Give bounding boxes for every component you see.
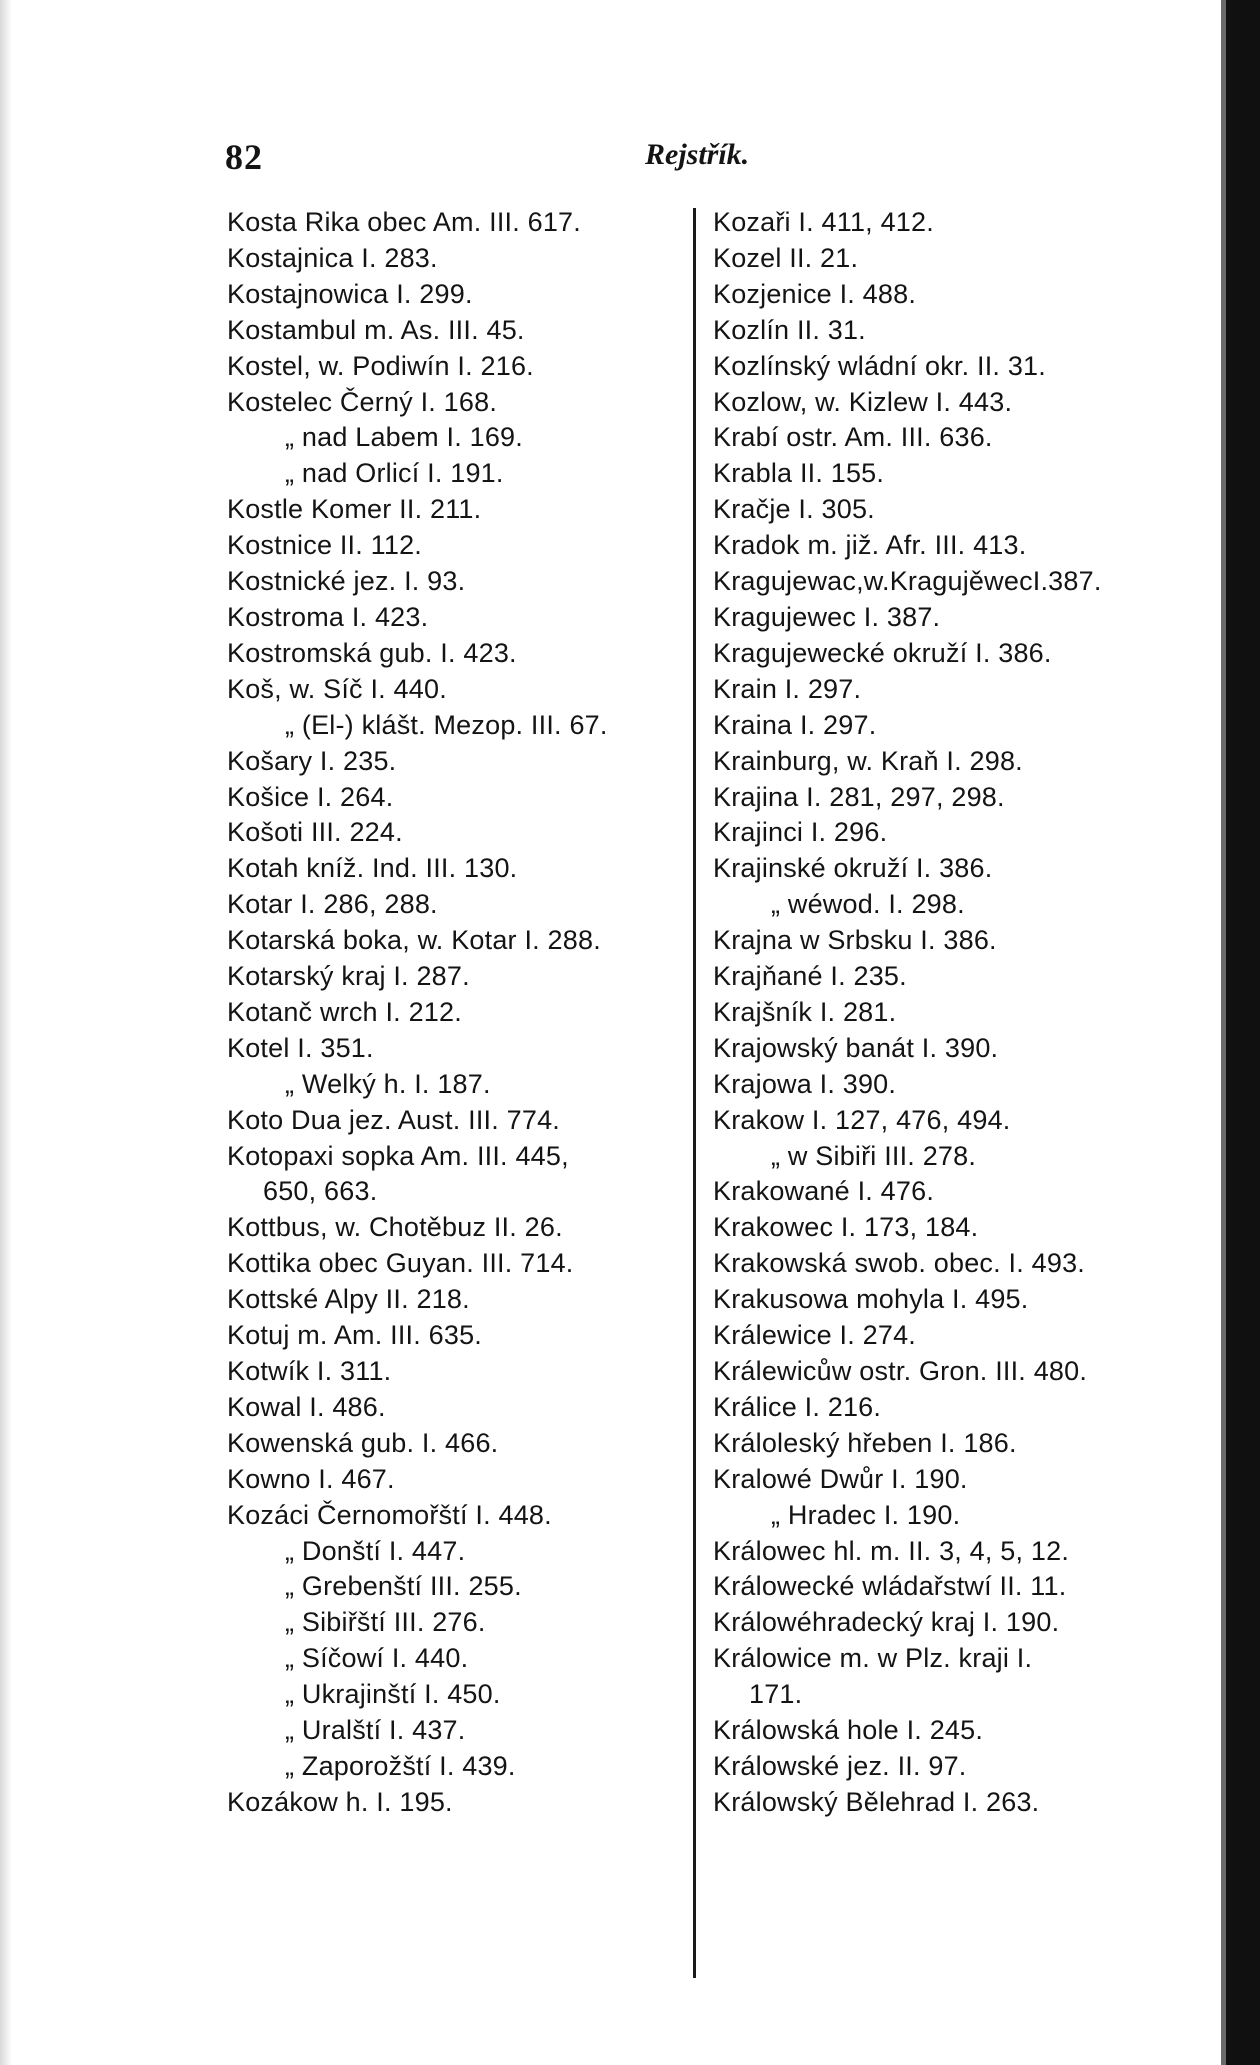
- column-divider: [693, 208, 696, 1978]
- index-entry: „ nad Labem I. 169.: [285, 422, 523, 453]
- index-entry: Krajinské okruží I. 386.: [713, 853, 993, 884]
- index-entry: Kraina I. 297.: [713, 709, 877, 740]
- index-entry: „ wéwod. I. 298.: [771, 889, 965, 920]
- scan-edge-left: [0, 0, 12, 2065]
- index-entry: Kostel, w. Podiwín I. 216.: [227, 350, 534, 381]
- index-entry: Kostambul m. As. III. 45.: [227, 314, 525, 345]
- index-column-left: [227, 205, 687, 1965]
- index-entry: Košoti III. 224.: [227, 817, 403, 848]
- index-entry: Kowal I. 486.: [227, 1391, 386, 1422]
- index-entry: „ Ukrajinští I. 450.: [285, 1679, 501, 1710]
- index-entry: Kotwík I. 311.: [227, 1356, 392, 1386]
- index-entry: Kozaři I. 411, 412.: [713, 207, 934, 237]
- index-entry: Kowenská gub. I. 466.: [227, 1427, 499, 1458]
- index-entry: Kotar I. 286, 288.: [227, 889, 438, 920]
- index-entry: Kostroma I. 423.: [227, 601, 429, 632]
- index-entry: Kragujewec I. 387.: [713, 601, 941, 632]
- index-entry: Kostromská gub. I. 423.: [227, 637, 517, 668]
- index-entry: Kotah kníž. Ind. III. 130.: [227, 853, 518, 884]
- index-entry: Krajňané I. 235.: [713, 961, 907, 992]
- index-entry: Králowská hole I. 245.: [713, 1715, 984, 1746]
- index-entry: Kozlow, w. Kizlew I. 443.: [713, 386, 1013, 417]
- index-entry: Krajowský banát I. 390.: [713, 1032, 999, 1063]
- index-entry: „ Donští I. 447.: [285, 1535, 466, 1566]
- index-entry: Kotarský kraj I. 287.: [227, 961, 470, 992]
- index-entry: Kotanč wrch I. 212.: [227, 996, 462, 1027]
- scan-edge-right: [1226, 0, 1260, 2065]
- index-entry: Králowecké wládařstwí II. 11.: [713, 1571, 1067, 1602]
- running-title: Rejstřík.: [645, 138, 750, 171]
- index-entry: Krakow I. 127, 476, 494.: [713, 1104, 1011, 1135]
- index-entry: Krakowec I. 173, 184.: [713, 1212, 979, 1243]
- index-entry: Kozlín II. 31.: [713, 314, 866, 345]
- index-entry: Kostnice II. 112.: [227, 530, 423, 561]
- index-entry: Kralowé Dwůr I. 190.: [713, 1463, 968, 1494]
- index-entry: Krabí ostr. Am. III. 636.: [713, 422, 993, 453]
- index-entry: 650, 663.: [263, 1176, 378, 1207]
- index-entry: Krakowané I. 476.: [713, 1176, 935, 1207]
- index-entry: Králowské jez. II. 97.: [713, 1750, 967, 1781]
- index-entry: Kottika obec Guyan. III. 714.: [227, 1248, 574, 1279]
- index-entry: Kostle Komer II. 211.: [227, 494, 482, 525]
- index-entry: Košice I. 264.: [227, 781, 394, 812]
- index-entry: Krabla II. 155.: [713, 458, 885, 489]
- index-entry: „ Síčowí I. 440.: [285, 1643, 469, 1674]
- index-entry: Kozáci Černomořští I. 448.: [227, 1499, 552, 1530]
- index-entry: Kračje I. 305.: [713, 494, 875, 525]
- index-page: [225, 130, 1175, 2000]
- index-entry: Krajina I. 281, 297, 298.: [713, 781, 1005, 812]
- index-entry: Králewicůw ostr. Gron. III. 480.: [713, 1356, 1088, 1386]
- index-entry: Kotopaxi sopka Am. III. 445,: [227, 1140, 569, 1171]
- index-entry: Krajšník I. 281.: [713, 996, 897, 1027]
- page-header: [225, 130, 1175, 190]
- index-entry: „ (El-) klášt. Mezop. III. 67.: [285, 709, 608, 740]
- index-entry: Krakusowa mohyla I. 495.: [713, 1284, 1029, 1315]
- index-entry: Kotarská boka, w. Kotar I. 288.: [227, 925, 601, 956]
- index-entry: Krajna w Srbsku I. 386.: [713, 925, 997, 956]
- index-entry: Kottbus, w. Chotěbuz II. 26.: [227, 1212, 563, 1243]
- index-entry: Kozjenice I. 488.: [713, 278, 917, 309]
- index-entry: „ nad Orlicí I. 191.: [285, 458, 504, 489]
- index-entry: Košary I. 235.: [227, 745, 397, 776]
- index-entry: Krajowa I. 390.: [713, 1068, 897, 1099]
- index-entry: Králowský Bělehrad I. 263.: [713, 1786, 1040, 1817]
- index-entry: Krainburg, w. Kraň I. 298.: [713, 745, 1023, 776]
- index-entry: Krajinci I. 296.: [713, 817, 888, 848]
- index-entry: 171.: [749, 1679, 803, 1710]
- page-number: 82: [225, 137, 263, 177]
- index-entry: Kosta Rika obec Am. III. 617.: [227, 207, 581, 237]
- index-column-right: [713, 205, 1175, 1965]
- index-entry: Kragujewac,w.KragujěwecI.387.: [713, 566, 1102, 597]
- index-entry: Kozel II. 21.: [713, 242, 859, 273]
- index-entry: „ Zaporožští I. 439.: [285, 1750, 516, 1781]
- index-entry: Králowéhradecký kraj I. 190.: [713, 1607, 1060, 1638]
- index-entry: Kragujewecké okruží I. 386.: [713, 637, 1052, 668]
- index-entry: Králewice I. 274.: [713, 1320, 916, 1351]
- index-entry: Koto Dua jez. Aust. III. 774.: [227, 1104, 560, 1135]
- index-entry: Kozlínský wládní okr. II. 31.: [713, 350, 1046, 381]
- index-entry: Králowec hl. m. II. 3, 4, 5, 12.: [713, 1535, 1070, 1566]
- index-entry: Kradok m. již. Afr. III. 413.: [713, 530, 1027, 561]
- index-entry: „ w Sibiři III. 278.: [771, 1140, 977, 1171]
- index-entry: Kotel I. 351.: [227, 1032, 374, 1063]
- index-entry: Kozákow h. I. 195.: [227, 1786, 453, 1817]
- index-entry: Krain I. 297.: [713, 673, 862, 704]
- index-entry: Kowno I. 467.: [227, 1463, 395, 1494]
- index-entry: „ Welký h. I. 187.: [285, 1068, 491, 1099]
- index-entry: Kottské Alpy II. 218.: [227, 1284, 470, 1315]
- index-entry: Králowice m. w Plz. kraji I.: [713, 1643, 1033, 1674]
- index-entry: Králice I. 216.: [713, 1391, 882, 1422]
- index-entry: Kotuj m. Am. III. 635.: [227, 1320, 483, 1351]
- index-entry: „ Sibiřští III. 276.: [285, 1607, 486, 1638]
- index-entry: Koš, w. Síč I. 440.: [227, 673, 447, 704]
- index-entry: „ Uralští I. 437.: [285, 1715, 466, 1746]
- index-entry: Kostajnowica I. 299.: [227, 278, 473, 309]
- index-entry: Kostnické jez. I. 93.: [227, 566, 466, 597]
- index-entry: „ Hradec I. 190.: [771, 1499, 961, 1530]
- index-entry: Kostajnica I. 283.: [227, 242, 438, 273]
- index-entry: Krakowská swob. obec. I. 493.: [713, 1248, 1085, 1279]
- index-entry: Králoleský hřeben I. 186.: [713, 1427, 1017, 1458]
- index-entry: Kostelec Černý I. 168.: [227, 386, 498, 417]
- index-entry: „ Grebenští III. 255.: [285, 1571, 522, 1602]
